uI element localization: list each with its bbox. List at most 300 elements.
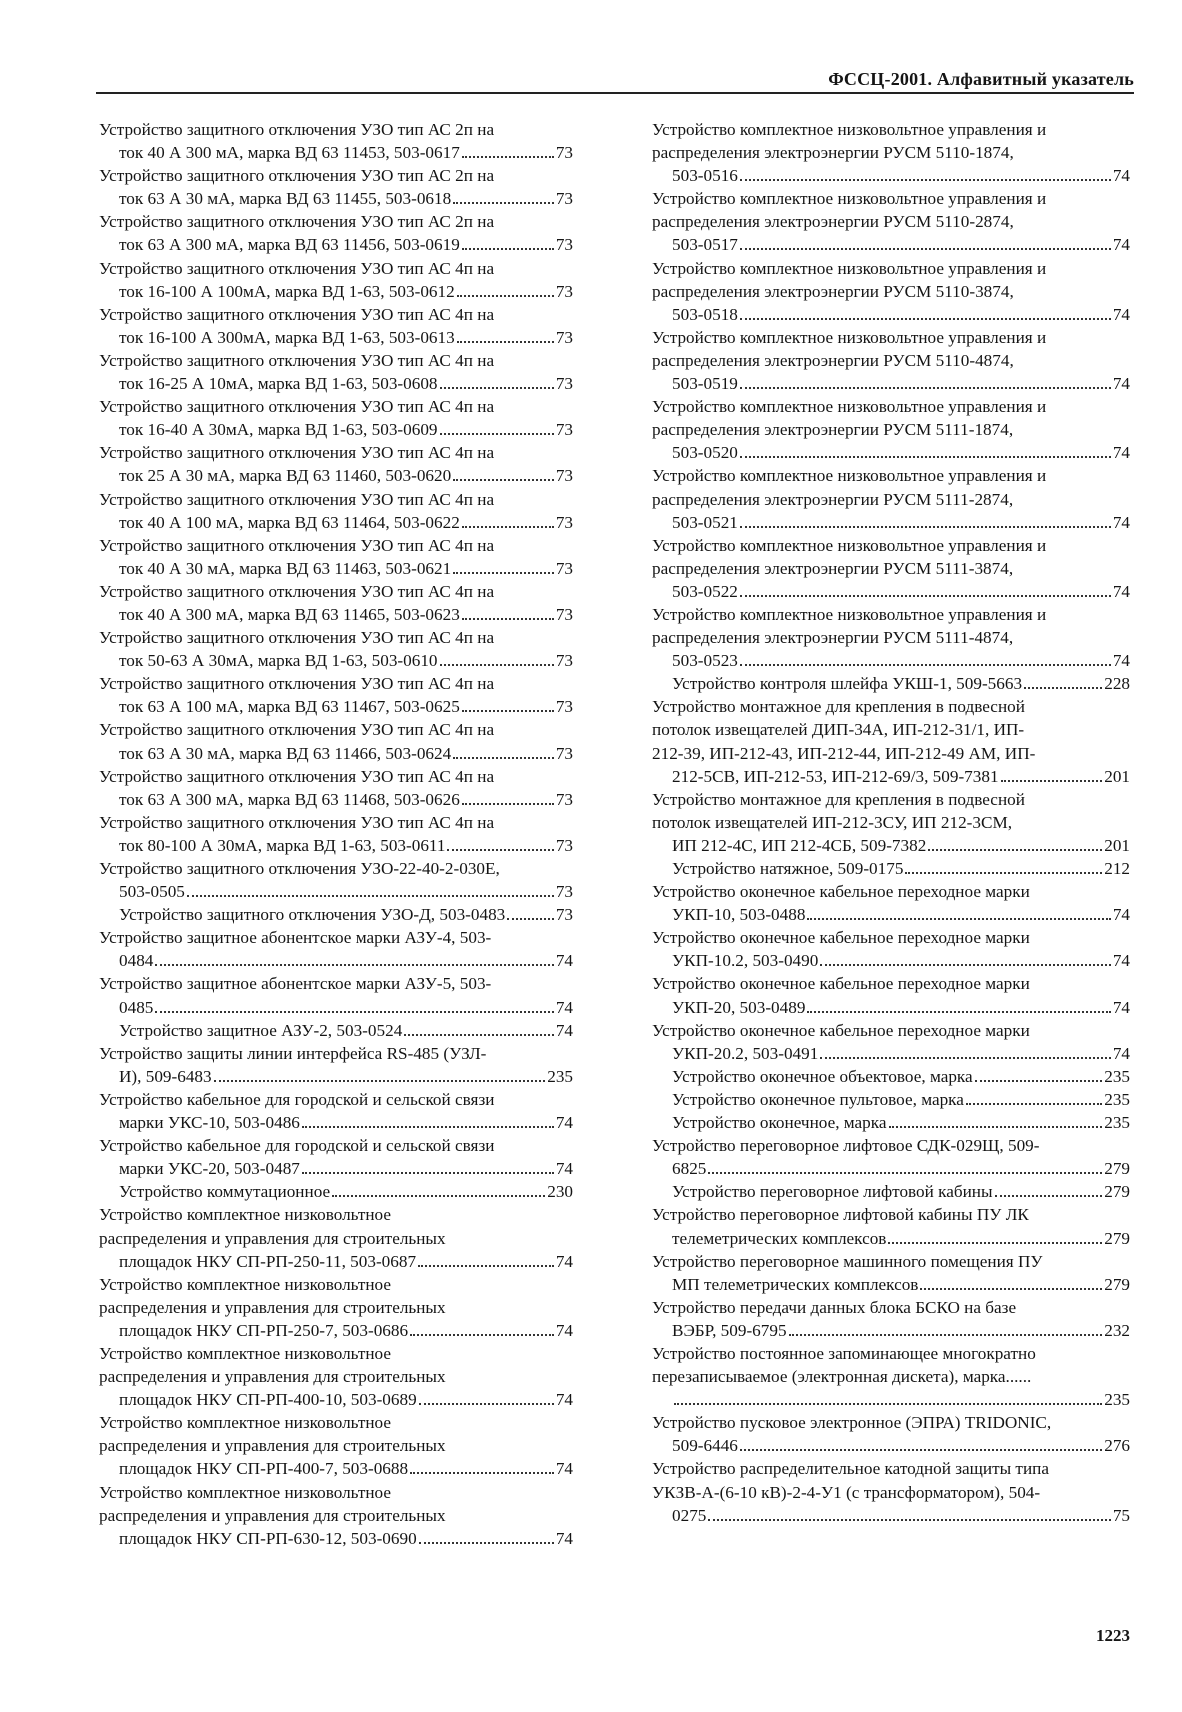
entry-last-line <box>119 1250 573 1273</box>
index-entry <box>99 1203 573 1272</box>
dot-leader <box>708 1519 1110 1521</box>
entry-line: Устройство комплектное низковольтное управления и <box>652 327 1047 347</box>
entry-line: Устройство защитного отключения УЗО тип АС 2п на <box>99 212 495 232</box>
index-entry <box>652 464 1130 533</box>
dot-leader <box>740 526 1111 528</box>
index-entry <box>652 1065 1130 1088</box>
index-entry <box>99 257 573 303</box>
dot-leader <box>740 387 1111 389</box>
entry-line: Устройство комплектное низковольтное <box>99 1413 391 1433</box>
entry-line: распределения и управления для строительных <box>99 1505 446 1525</box>
entry-line: Устройство комплектное низковольтное управления и <box>652 535 1047 555</box>
entry-text: ток 80-100 А 30мА, марка ВД 1-63, 503-0611 <box>119 835 446 855</box>
entry-last-line <box>672 1088 1130 1111</box>
dot-leader <box>419 1403 554 1405</box>
entry-page-ref: 73 <box>555 882 573 902</box>
entry-line: Устройство комплектное низковольтное управления и <box>652 189 1047 209</box>
entry-last-line <box>119 187 573 210</box>
entry-line: распределения и управления для строительных <box>99 1228 446 1248</box>
index-entry <box>99 1042 573 1088</box>
entry-text: И), 509-6483 <box>119 1066 212 1086</box>
entry-text: телеметрических комплексов <box>672 1228 887 1248</box>
entry-page-ref: 73 <box>555 835 573 855</box>
entry-text: Устройство оконечное, марка <box>672 1113 887 1133</box>
dot-leader <box>457 341 554 343</box>
entry-last-line <box>672 1504 1130 1527</box>
entry-last-line <box>119 1019 573 1042</box>
entry-last-line <box>119 280 573 303</box>
entry-text: 503-0518 <box>672 304 738 324</box>
entry-line: Устройство защитного отключения УЗО тип АС 4п на <box>99 350 495 370</box>
dot-leader <box>447 849 553 851</box>
index-entry <box>652 326 1130 395</box>
index-entry <box>652 1250 1130 1296</box>
entry-text: 6825 <box>672 1159 707 1179</box>
entry-text: ток 40 А 30 мА, марка ВД 63 11463, 503-0621 <box>119 558 452 578</box>
entry-line: 212-39, ИП-212-43, ИП-212-44, ИП-212-49 АМ, ИП- <box>652 743 1036 763</box>
entry-last-line <box>672 1388 1130 1411</box>
dot-leader <box>740 595 1111 597</box>
dot-leader <box>457 295 554 297</box>
entry-page-ref: 73 <box>555 651 573 671</box>
dot-leader <box>440 664 554 666</box>
entry-page-ref: 74 <box>555 1020 573 1040</box>
entry-page-ref: 75 <box>1112 1505 1130 1525</box>
dot-leader <box>507 918 554 920</box>
dot-leader <box>1001 780 1103 782</box>
entry-line: Устройство комплектное низковольтное управления и <box>652 120 1047 139</box>
index-entry <box>652 880 1130 926</box>
entry-line: Устройство монтажное для крепления в подвесной <box>652 789 1025 809</box>
entry-text: 503-0521 <box>672 512 738 532</box>
dot-leader <box>453 479 554 481</box>
entry-line: потолок извещателей ИП-212-3СУ, ИП 212-3СМ, <box>652 812 1013 832</box>
dot-leader <box>453 202 554 204</box>
entry-last-line <box>672 1065 1130 1088</box>
entry-line: Устройство комплектное низковольтное <box>99 1482 391 1502</box>
entry-text: 0484 <box>119 951 154 971</box>
index-entry <box>652 972 1130 1018</box>
entry-last-line <box>672 580 1130 603</box>
entry-line: распределения электроэнергии РУСМ 5111-2874, <box>652 489 1014 509</box>
entry-text: Устройство защитное АЗУ-2, 503-0524 <box>119 1020 403 1040</box>
index-entry <box>99 926 573 972</box>
entry-text: УКП-20, 503-0489 <box>672 997 806 1017</box>
entry-text: 0485 <box>119 997 154 1017</box>
index-entry <box>99 441 573 487</box>
entry-page-ref: 73 <box>555 558 573 578</box>
index-entry <box>99 118 573 164</box>
entry-line: УКЗВ-А-(6-10 кВ)-2-4-У1 (с трансформатором), 504- <box>652 1482 1041 1502</box>
entry-text: ВЭБР, 509-6795 <box>672 1320 787 1340</box>
dot-leader <box>1024 687 1102 689</box>
entry-text: ток 16-25 А 10мА, марка ВД 1-63, 503-0608 <box>119 374 438 394</box>
entry-text: МП телеметрических комплексов <box>672 1274 919 1294</box>
entry-page-ref: 228 <box>1104 674 1130 694</box>
entry-text: Устройство оконечное объектовое, марка <box>672 1066 973 1086</box>
entry-page-ref: 74 <box>555 1159 573 1179</box>
entry-text: площадок НКУ СП-РП-250-11, 503-0687 <box>119 1251 417 1271</box>
dot-leader <box>462 710 554 712</box>
entry-last-line <box>672 1434 1130 1457</box>
entry-page-ref: 74 <box>555 951 573 971</box>
index-entry <box>652 257 1130 326</box>
entry-text: 503-0520 <box>672 443 738 463</box>
entry-page-ref: 74 <box>1112 166 1130 186</box>
entry-last-line <box>672 1319 1130 1342</box>
entry-last-line <box>672 996 1130 1019</box>
entry-line: Устройство кабельное для городской и сельской связи <box>99 1089 495 1109</box>
entry-last-line <box>119 1527 573 1550</box>
entry-last-line <box>672 441 1130 464</box>
entry-page-ref: 74 <box>1112 905 1130 925</box>
index-entry <box>99 210 573 256</box>
index-entry <box>99 626 573 672</box>
index-entry <box>652 1019 1130 1065</box>
entry-last-line <box>119 1111 573 1134</box>
index-entry <box>99 1481 573 1550</box>
dot-leader <box>462 618 554 620</box>
entry-text: Устройство контроля шлейфа УКШ-1, 509-5663 <box>672 674 1023 694</box>
entry-line: Устройство защитного отключения УЗО тип АС 4п на <box>99 489 495 509</box>
dot-leader <box>462 526 554 528</box>
entry-text: площадок НКУ СП-РП-630-12, 503-0690 <box>119 1528 417 1548</box>
entry-page-ref: 235 <box>1104 1113 1130 1133</box>
entry-line: Устройство комплектное низковольтное управления и <box>652 466 1047 486</box>
entry-text: 503-0523 <box>672 651 738 671</box>
index-entry <box>652 395 1130 464</box>
entry-page-ref: 74 <box>555 997 573 1017</box>
entry-page-ref: 74 <box>555 1459 573 1479</box>
dot-leader <box>888 1242 1102 1244</box>
entry-page-ref: 235 <box>1104 1066 1130 1086</box>
dot-leader <box>905 872 1102 874</box>
dot-leader <box>332 1195 545 1197</box>
entry-page-ref: 74 <box>1112 1043 1130 1063</box>
dot-leader <box>453 757 554 759</box>
entry-line: Устройство защитного отключения УЗО тип АС 4п на <box>99 258 495 278</box>
index-entry <box>99 1273 573 1342</box>
entry-line: Устройство комплектное низковольтное управления и <box>652 397 1047 417</box>
index-entry <box>652 534 1130 603</box>
entry-text: Устройство переговорное лифтовой кабины <box>672 1182 993 1202</box>
dot-leader <box>820 1057 1110 1059</box>
entry-last-line <box>672 1227 1130 1250</box>
entry-last-line <box>672 857 1130 880</box>
dot-leader <box>453 572 554 574</box>
entry-page-ref: 74 <box>1112 581 1130 601</box>
dot-leader <box>820 964 1110 966</box>
dot-leader <box>155 964 553 966</box>
entry-text: ток 16-100 А 100мА, марка ВД 1-63, 503-0612 <box>119 281 455 301</box>
entry-text: 0275 <box>672 1505 707 1525</box>
entry-page-ref: 73 <box>555 905 573 925</box>
entry-text: УКП-10, 503-0488 <box>672 905 806 925</box>
entry-page-ref: 74 <box>555 1251 573 1271</box>
entry-page-ref: 73 <box>555 327 573 347</box>
index-column-right <box>652 118 1130 1527</box>
index-entry <box>652 1134 1130 1180</box>
entry-text: 509-6446 <box>672 1436 738 1456</box>
entry-line: Устройство распределительное катодной защиты типа <box>652 1459 1049 1479</box>
entry-text: 503-0516 <box>672 166 738 186</box>
dot-leader <box>889 1126 1103 1128</box>
entry-line: Устройство комплектное низковольтное <box>99 1205 391 1225</box>
entry-page-ref: 73 <box>555 697 573 717</box>
entry-last-line <box>119 742 573 765</box>
entry-line: Устройство оконечное кабельное переходное марки <box>652 882 1030 902</box>
entry-line: Устройство комплектное низковольтное управления и <box>652 604 1047 624</box>
dot-leader <box>214 1080 546 1082</box>
dot-leader <box>302 1172 554 1174</box>
entry-last-line <box>672 649 1130 672</box>
index-entry <box>99 303 573 349</box>
entry-page-ref: 212 <box>1104 859 1130 878</box>
entry-last-line <box>672 511 1130 534</box>
index-entry <box>99 857 573 903</box>
entry-page-ref: 279 <box>1104 1228 1130 1248</box>
index-entry <box>99 765 573 811</box>
index-entry <box>99 811 573 857</box>
entry-line: Устройство постоянное запоминающее многократно <box>652 1343 1036 1363</box>
index-entry <box>652 857 1130 880</box>
entry-line: Устройство оконечное кабельное переходное марки <box>652 1020 1030 1040</box>
entry-line: Устройство оконечное кабельное переходное марки <box>652 974 1030 994</box>
entry-line: Устройство защитного отключения УЗО тип АС 4п на <box>99 304 495 324</box>
entry-last-line <box>119 1457 573 1480</box>
index-entry <box>652 1411 1130 1457</box>
entry-text: ток 63 А 300 мА, марка ВД 63 11456, 503-0619 <box>119 235 460 255</box>
entry-text: ток 63 А 100 мА, марка ВД 63 11467, 503-0625 <box>119 697 460 717</box>
dot-leader <box>674 1403 1102 1405</box>
entry-line: распределения электроэнергии РУСМ 5111-1874, <box>652 420 1014 440</box>
entry-last-line <box>119 141 573 164</box>
dot-leader <box>966 1103 1102 1105</box>
dot-leader <box>187 895 554 897</box>
index-entry <box>652 1088 1130 1111</box>
entry-page-ref: 74 <box>555 1390 573 1410</box>
entry-line: Устройство кабельное для городской и сельской связи <box>99 1136 495 1156</box>
index-entry <box>99 972 573 1018</box>
entry-line: Устройство переговорное лифтовой кабины ПУ ЛК <box>652 1205 1029 1225</box>
entry-line: Устройство защитного отключения УЗО-22-40-2-030Е, <box>99 859 500 878</box>
entry-line: Устройство защитного отключения УЗО тип АС 4п на <box>99 766 495 786</box>
dot-leader <box>807 918 1110 920</box>
entry-last-line <box>672 903 1130 926</box>
dot-leader <box>155 1011 553 1013</box>
entry-last-line <box>119 649 573 672</box>
entry-page-ref: 74 <box>555 1113 573 1133</box>
entry-text: площадок НКУ СП-РП-250-7, 503-0686 <box>119 1320 409 1340</box>
entry-page-ref: 74 <box>1112 443 1130 463</box>
entry-page-ref: 73 <box>555 789 573 809</box>
entry-line: Устройство защитного отключения УЗО тип АС 4п на <box>99 628 495 648</box>
entry-last-line <box>119 372 573 395</box>
entry-text: Устройство оконечное пультовое, марка <box>672 1089 964 1109</box>
entry-last-line <box>119 464 573 487</box>
entry-page-ref: 201 <box>1104 835 1130 855</box>
entry-last-line <box>119 949 573 972</box>
entry-page-ref: 73 <box>555 143 573 163</box>
entry-line: Устройство передачи данных блока БСКО на базе <box>652 1297 1017 1317</box>
index-entry <box>99 488 573 534</box>
index-entry <box>652 788 1130 857</box>
entry-page-ref: 74 <box>1112 304 1130 324</box>
entry-page-ref: 230 <box>547 1182 573 1202</box>
index-entry <box>99 395 573 441</box>
entry-text: 503-0522 <box>672 581 738 601</box>
entry-line: Устройство защитного отключения УЗО тип АС 4п на <box>99 581 495 601</box>
dot-leader <box>740 456 1111 458</box>
entry-last-line <box>119 1157 573 1180</box>
entry-last-line <box>119 834 573 857</box>
entry-text: 503-0519 <box>672 374 738 394</box>
entry-last-line <box>119 695 573 718</box>
dot-leader <box>740 318 1111 320</box>
dot-leader <box>995 1195 1103 1197</box>
entry-text: ток 63 А 30 мА, марка ВД 63 11466, 503-0624 <box>119 743 452 763</box>
entry-page-ref: 279 <box>1104 1182 1130 1202</box>
index-entry <box>652 1342 1130 1411</box>
page-header <box>96 66 1134 94</box>
entry-text: УКП-10.2, 503-0490 <box>672 951 819 971</box>
entry-last-line <box>119 233 573 256</box>
dot-leader <box>740 248 1111 250</box>
entry-line: распределения электроэнергии РУСМ 5111-4874, <box>652 628 1014 648</box>
dot-leader <box>462 156 554 158</box>
entry-page-ref: 235 <box>1104 1390 1130 1410</box>
entry-line: распределения и управления для строительных <box>99 1436 446 1456</box>
entry-last-line <box>119 996 573 1019</box>
entry-text: Устройство коммутационное <box>119 1182 331 1202</box>
entry-text: 212-5СВ, ИП-212-53, ИП-212-69/3, 509-7381 <box>672 766 999 786</box>
entry-page-ref: 73 <box>555 604 573 624</box>
entry-line: Устройство защитного отключения УЗО тип АС 4п на <box>99 397 495 417</box>
entry-line: Устройство защитного отключения УЗО тип АС 4п на <box>99 720 495 740</box>
entry-text: ток 63 А 30 мА, марка ВД 63 11455, 503-0618 <box>119 189 452 209</box>
index-entry <box>99 164 573 210</box>
entry-last-line <box>119 603 573 626</box>
dot-leader <box>740 1449 1102 1451</box>
index-entry <box>652 118 1130 187</box>
entry-line: распределения электроэнергии РУСМ 5111-3874, <box>652 558 1014 578</box>
entry-line: распределения и управления для строительных <box>99 1297 446 1317</box>
entry-last-line <box>119 557 573 580</box>
entry-last-line <box>119 1180 573 1203</box>
dot-leader <box>410 1472 554 1474</box>
entry-page-ref: 235 <box>1104 1089 1130 1109</box>
entry-line: Устройство переговорное лифтовое СДК-029Щ, 509- <box>652 1136 1040 1156</box>
entry-page-ref: 73 <box>555 374 573 394</box>
index-entry <box>99 672 573 718</box>
entry-page-ref: 235 <box>547 1066 573 1086</box>
dot-leader <box>404 1034 554 1036</box>
entry-text: ток 63 А 300 мА, марка ВД 63 11468, 503-0626 <box>119 789 460 809</box>
entry-last-line <box>119 1065 573 1088</box>
entry-line: распределения электроэнергии РУСМ 5110-3874, <box>652 281 1014 301</box>
entry-line: Устройство переговорное машинного помещения ПУ <box>652 1251 1043 1271</box>
entry-text: ток 50-63 А 30мА, марка ВД 1-63, 503-0610 <box>119 651 438 671</box>
entry-page-ref: 201 <box>1104 766 1130 786</box>
index-entry <box>652 926 1130 972</box>
entry-text: ток 25 А 30 мА, марка ВД 63 11460, 503-0620 <box>119 466 452 486</box>
entry-line: Устройство защитного отключения УЗО тип АС 2п на <box>99 120 495 139</box>
entry-last-line <box>672 672 1130 695</box>
index-entry <box>652 672 1130 695</box>
index-column-left <box>99 118 573 1550</box>
entry-page-ref: 232 <box>1104 1320 1130 1340</box>
entry-last-line <box>672 164 1130 187</box>
entry-page-ref: 73 <box>555 512 573 532</box>
entry-line: Устройство защитного отключения УЗО тип АС 2п на <box>99 166 495 186</box>
index-entry <box>652 187 1130 256</box>
entry-line: Устройство комплектное низковольтное <box>99 1274 391 1294</box>
dot-leader <box>920 1288 1102 1290</box>
index-entry <box>652 1296 1130 1342</box>
entry-text: ток 16-100 А 300мА, марка ВД 1-63, 503-0613 <box>119 327 455 347</box>
entry-last-line <box>672 1042 1130 1065</box>
index-entry <box>99 534 573 580</box>
entry-text: марки УКС-20, 503-0487 <box>119 1159 300 1179</box>
dot-leader <box>740 664 1111 666</box>
index-entry <box>652 1111 1130 1134</box>
dot-leader <box>419 1542 554 1544</box>
dot-leader <box>440 387 554 389</box>
entry-line: Устройство защитного отключения УЗО тип АС 4п на <box>99 443 495 463</box>
dot-leader <box>928 849 1102 851</box>
entry-last-line <box>119 880 573 903</box>
entry-line: Устройство пусковое электронное (ЭПРА) TRIDONIC, <box>652 1413 1052 1433</box>
entry-last-line <box>119 511 573 534</box>
running-title: ФССЦ-2001. Алфавитный указатель <box>828 69 1134 89</box>
entry-page-ref: 279 <box>1104 1274 1130 1294</box>
index-entry <box>652 1457 1130 1526</box>
entry-line: Устройство защитного отключения УЗО тип АС 4п на <box>99 535 495 555</box>
entry-last-line <box>119 418 573 441</box>
index-entry <box>99 580 573 626</box>
entry-last-line <box>119 903 573 926</box>
index-entry <box>652 1180 1130 1203</box>
index-entry <box>652 1203 1130 1249</box>
entry-page-ref: 74 <box>1112 997 1130 1017</box>
entry-line: Устройство комплектное низковольтное <box>99 1343 391 1363</box>
entry-text: ток 40 А 100 мА, марка ВД 63 11464, 503-0622 <box>119 512 460 532</box>
entry-line: перезаписываемое (электронная дискета), марка...... <box>652 1367 1032 1387</box>
index-entry <box>652 603 1130 672</box>
dot-leader <box>462 248 554 250</box>
entry-line: потолок извещателей ДИП-34А, ИП-212-31/1, ИП- <box>652 720 1025 740</box>
dot-leader <box>708 1172 1102 1174</box>
entry-last-line <box>672 233 1130 256</box>
entry-page-ref: 74 <box>1112 374 1130 394</box>
entry-last-line <box>672 765 1130 788</box>
entry-text: ток 16-40 А 30мА, марка ВД 1-63, 503-0609 <box>119 420 438 440</box>
entry-last-line <box>119 1319 573 1342</box>
dot-leader <box>462 803 554 805</box>
entry-page-ref: 74 <box>1112 512 1130 532</box>
entry-line: Устройство комплектное низковольтное управления и <box>652 258 1047 278</box>
entry-page-ref: 73 <box>555 743 573 763</box>
entry-line: Устройство защитное абонентское марки АЗУ-4, 503- <box>99 928 492 948</box>
entry-last-line <box>119 1388 573 1411</box>
entry-text: марки УКС-10, 503-0486 <box>119 1113 300 1133</box>
index-entry <box>99 1411 573 1480</box>
dot-leader <box>418 1265 554 1267</box>
entry-last-line <box>672 372 1130 395</box>
index-entry <box>652 695 1130 787</box>
entry-page-ref: 74 <box>555 1320 573 1340</box>
entry-line: Устройство защиты линии интерфейса RS-485 (УЗЛ- <box>99 1043 487 1063</box>
